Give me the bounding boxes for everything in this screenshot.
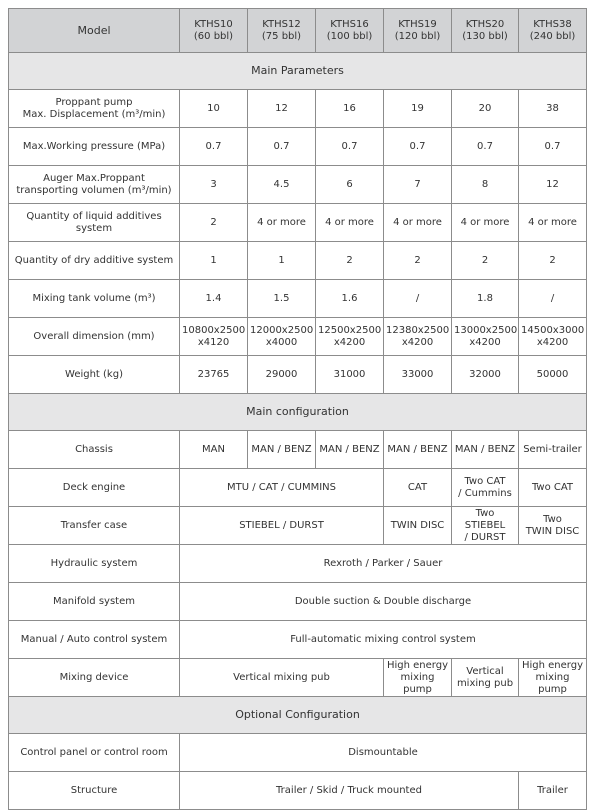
table-cell: 6 (316, 166, 384, 204)
table-cell: 19 (384, 90, 452, 128)
row-label: Structure (9, 772, 180, 810)
table-cell: Trailer (519, 772, 587, 810)
table-cell: Two TWIN DISC (519, 507, 587, 545)
row-label: Manual / Auto control system (9, 621, 180, 659)
table-cell: 12000x2500 x4000 (248, 318, 316, 356)
table-cell: 33000 (384, 356, 452, 394)
table-row (9, 356, 587, 394)
model-column-header: KTHS10 (60 bbl) (180, 9, 248, 53)
table-cell: 0.7 (248, 128, 316, 166)
table-cell: 0.7 (316, 128, 384, 166)
table-cell: 12 (248, 90, 316, 128)
section-title-optional-configuration: Optional Configuration (9, 697, 587, 734)
section-row (9, 394, 587, 431)
row-label: Transfer case (9, 507, 180, 545)
table-cell: 2 (519, 242, 587, 280)
table-cell: 2 (452, 242, 519, 280)
table-cell: 16 (316, 90, 384, 128)
table-row (9, 318, 587, 356)
row-label: Auger Max.Proppant transporting volumen (m³/min) (9, 166, 180, 204)
table-cell: 10 (180, 90, 248, 128)
table-cell: 10800x2500 x4120 (180, 318, 248, 356)
table-cell: Vertical mixing pub (180, 659, 384, 697)
section-row (9, 697, 587, 734)
table-cell: MAN (180, 431, 248, 469)
table-cell: High energy mixing pump (519, 659, 587, 697)
table-cell: CAT (384, 469, 452, 507)
section-row (9, 53, 587, 90)
spec-table (8, 8, 587, 810)
table-cell: 1.5 (248, 280, 316, 318)
row-label: Max.Working pressure (MPa) (9, 128, 180, 166)
table-cell: 4 or more (316, 204, 384, 242)
table-cell: 1.4 (180, 280, 248, 318)
table-cell: Rexroth / Parker / Sauer (180, 545, 587, 583)
row-label: Weight (kg) (9, 356, 180, 394)
table-cell: High energy mixing pump (384, 659, 452, 697)
header-row (9, 9, 587, 53)
table-cell: 2 (384, 242, 452, 280)
spec-table-container (8, 8, 587, 810)
table-row (9, 469, 587, 507)
row-label: Deck engine (9, 469, 180, 507)
table-row (9, 734, 587, 772)
table-cell: Two STIEBEL / DURST (452, 507, 519, 545)
table-cell: 1 (248, 242, 316, 280)
table-cell: 0.7 (452, 128, 519, 166)
table-cell: Full-automatic mixing control system (180, 621, 587, 659)
model-header: Model (9, 9, 180, 53)
model-column-header: KTHS16 (100 bbl) (316, 9, 384, 53)
table-cell: 0.7 (519, 128, 587, 166)
table-cell: STIEBEL / DURST (180, 507, 384, 545)
table-cell: 4 or more (248, 204, 316, 242)
model-column-header: KTHS20 (130 bbl) (452, 9, 519, 53)
table-cell: 1.6 (316, 280, 384, 318)
table-cell: 50000 (519, 356, 587, 394)
section-title-main-parameters: Main Parameters (9, 53, 587, 90)
model-column-header: KTHS19 (120 bbl) (384, 9, 452, 53)
table-cell: Trailer / Skid / Truck mounted (180, 772, 519, 810)
table-cell: Dismountable (180, 734, 587, 772)
table-cell: TWIN DISC (384, 507, 452, 545)
table-cell: MAN / BENZ (316, 431, 384, 469)
table-cell: 13000x2500 x4200 (452, 318, 519, 356)
table-row (9, 772, 587, 810)
table-cell: 12380x2500 x4200 (384, 318, 452, 356)
table-row (9, 621, 587, 659)
table-cell: / (384, 280, 452, 318)
table-row (9, 659, 587, 697)
table-cell: 7 (384, 166, 452, 204)
table-cell: 4 or more (519, 204, 587, 242)
table-row (9, 280, 587, 318)
row-label: Chassis (9, 431, 180, 469)
table-cell: 32000 (452, 356, 519, 394)
table-cell: MAN / BENZ (384, 431, 452, 469)
table-cell: 12 (519, 166, 587, 204)
table-cell: / (519, 280, 587, 318)
row-label: Quantity of liquid additives system (9, 204, 180, 242)
table-cell: 4 or more (452, 204, 519, 242)
table-row (9, 166, 587, 204)
table-cell: 2 (180, 204, 248, 242)
table-cell: 14500x3000 x4200 (519, 318, 587, 356)
table-cell: 1 (180, 242, 248, 280)
section-title-main-configuration: Main configuration (9, 394, 587, 431)
table-row (9, 204, 587, 242)
table-cell: 20 (452, 90, 519, 128)
table-cell: 23765 (180, 356, 248, 394)
row-label: Quantity of dry additive system (9, 242, 180, 280)
row-label: Mixing device (9, 659, 180, 697)
table-cell: 12500x2500 x4200 (316, 318, 384, 356)
model-column-header: KTHS38 (240 bbl) (519, 9, 587, 53)
model-column-header: KTHS12 (75 bbl) (248, 9, 316, 53)
table-row (9, 431, 587, 469)
row-label: Manifold system (9, 583, 180, 621)
table-cell: 4 or more (384, 204, 452, 242)
table-cell: Two CAT (519, 469, 587, 507)
row-label: Hydraulic system (9, 545, 180, 583)
table-row (9, 545, 587, 583)
table-cell: MTU / CAT / CUMMINS (180, 469, 384, 507)
table-cell: 8 (452, 166, 519, 204)
table-cell: 2 (316, 242, 384, 280)
table-cell: 1.8 (452, 280, 519, 318)
table-cell: Two CAT / Cummins (452, 469, 519, 507)
row-label: Overall dimension (mm) (9, 318, 180, 356)
table-cell: MAN / BENZ (452, 431, 519, 469)
table-row (9, 507, 587, 545)
table-row (9, 242, 587, 280)
table-cell: Vertical mixing pub (452, 659, 519, 697)
table-row (9, 583, 587, 621)
table-cell: 38 (519, 90, 587, 128)
table-cell: 31000 (316, 356, 384, 394)
table-cell: 29000 (248, 356, 316, 394)
table-cell: 0.7 (180, 128, 248, 166)
table-row (9, 90, 587, 128)
table-cell: 0.7 (384, 128, 452, 166)
table-cell: Double suction & Double discharge (180, 583, 587, 621)
row-label: Mixing tank volume (m³) (9, 280, 180, 318)
table-cell: 4.5 (248, 166, 316, 204)
row-label: Control panel or control room (9, 734, 180, 772)
table-cell: Semi-trailer (519, 431, 587, 469)
row-label: Proppant pump Max. Displacement (m³/min) (9, 90, 180, 128)
table-cell: MAN / BENZ (248, 431, 316, 469)
table-row (9, 128, 587, 166)
table-cell: 3 (180, 166, 248, 204)
